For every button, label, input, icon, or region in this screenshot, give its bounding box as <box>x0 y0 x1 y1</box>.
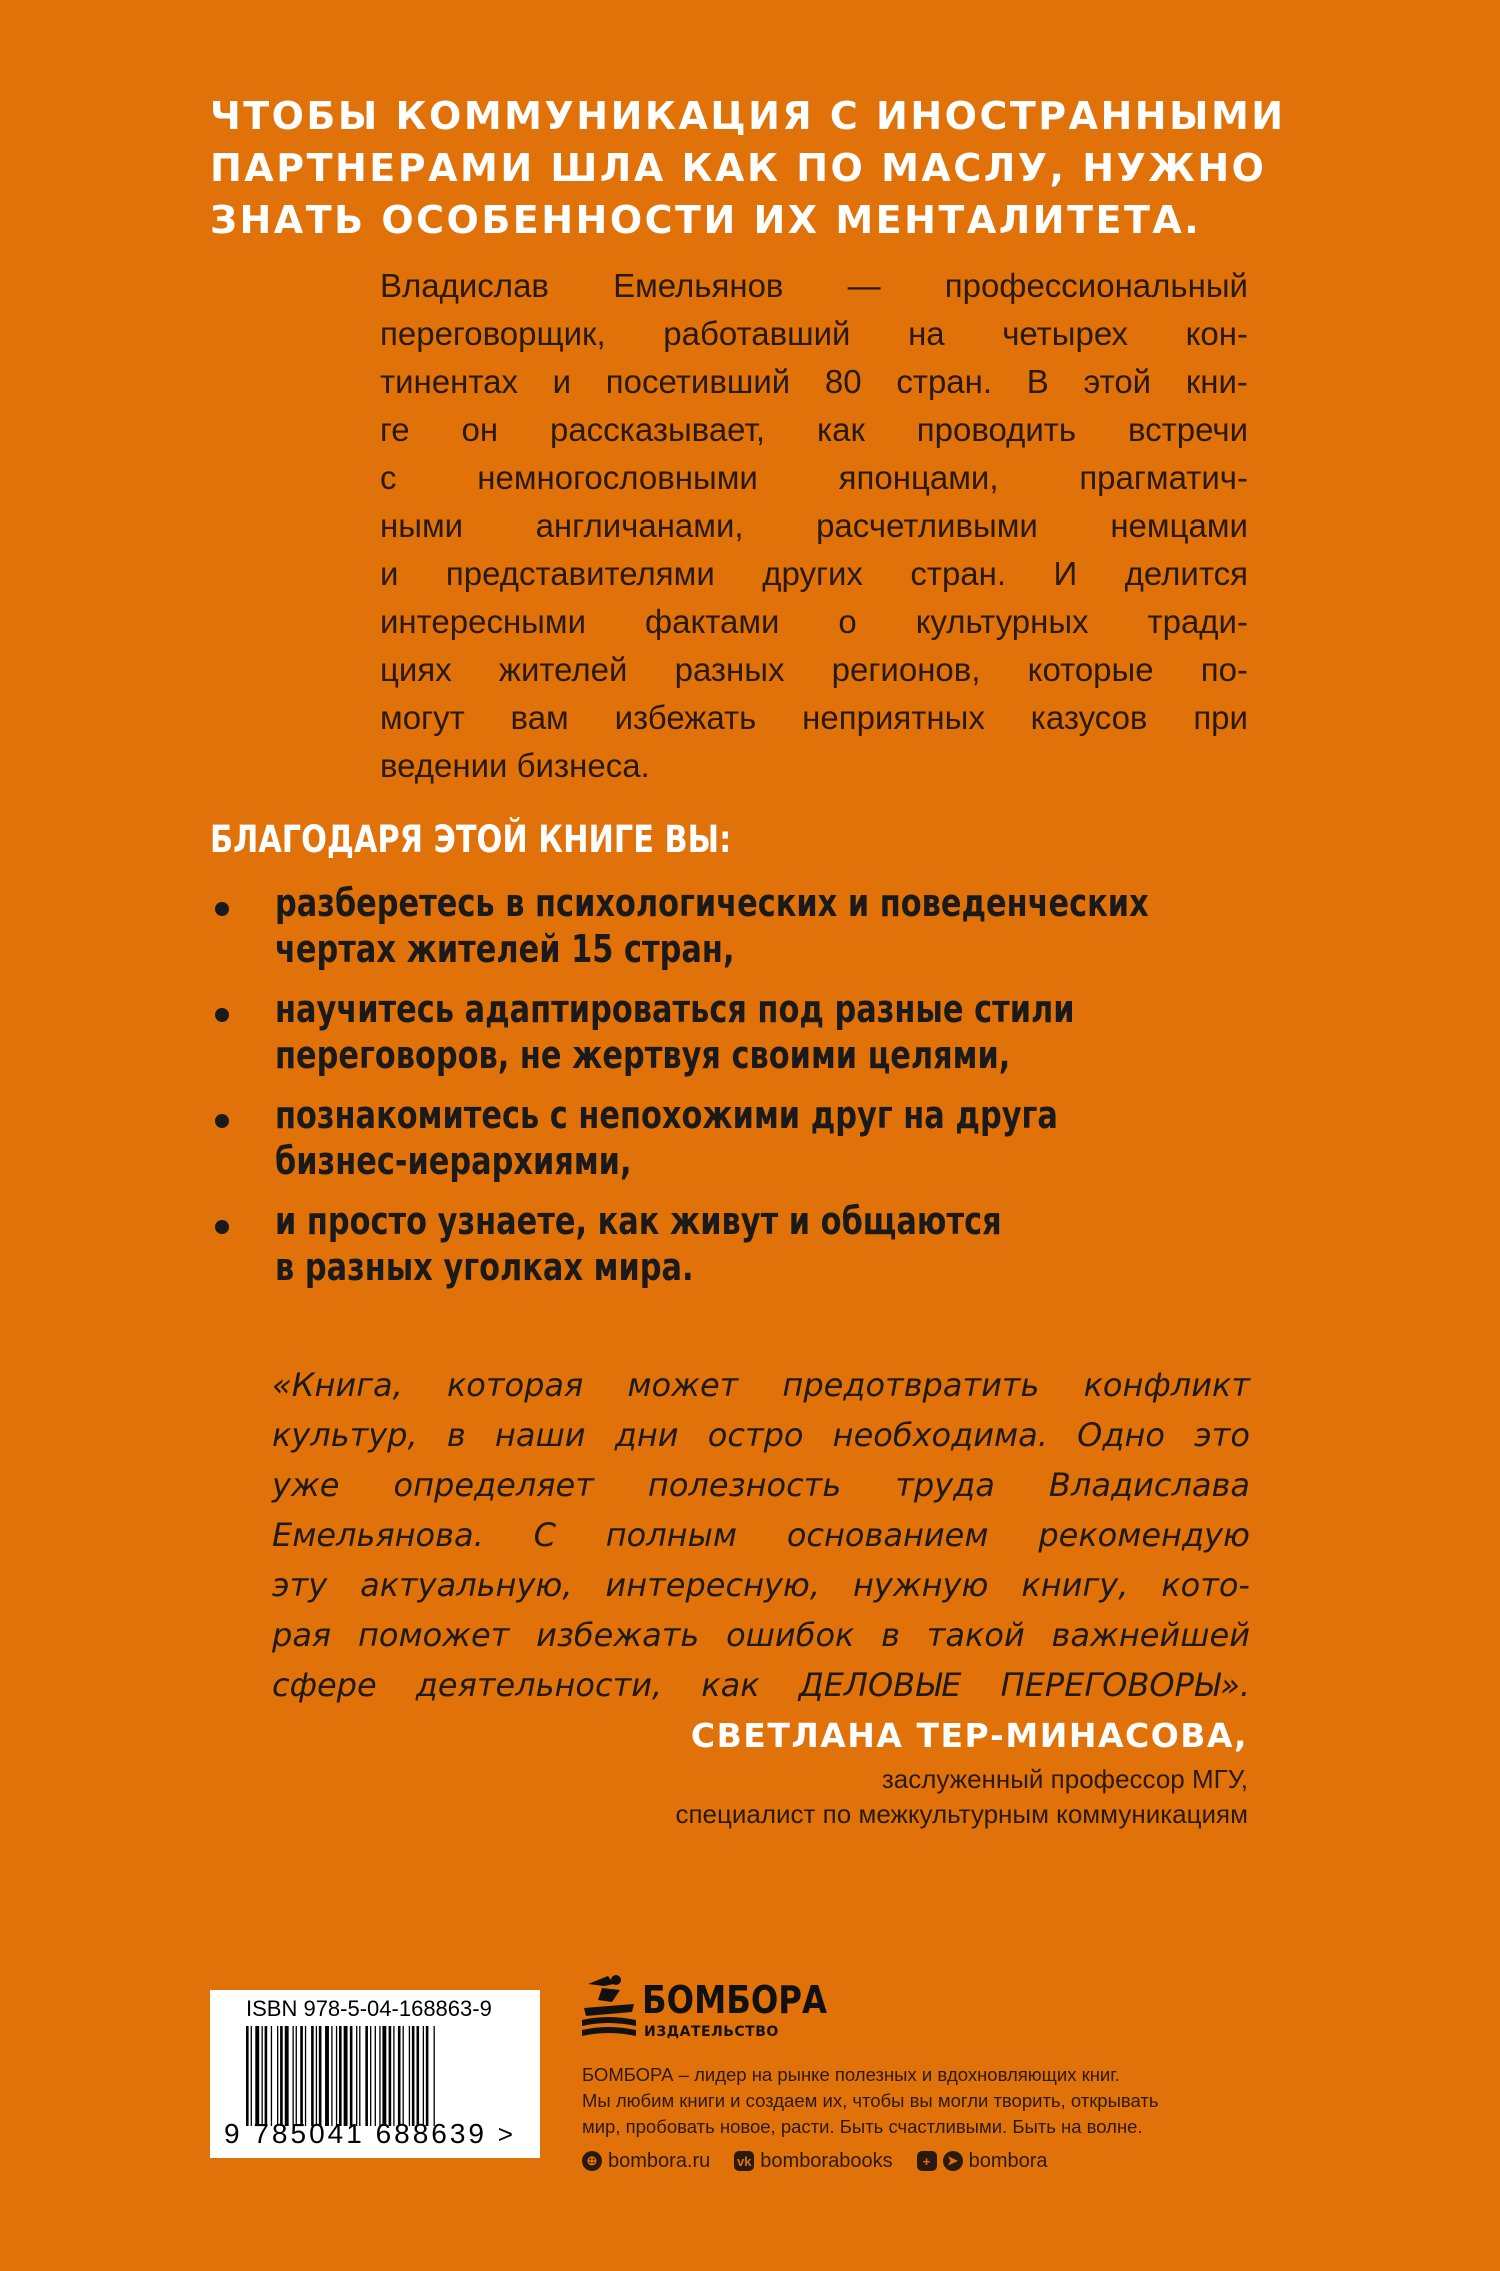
website-link[interactable] <box>582 2150 710 2173</box>
telegram-link-text: bombora <box>968 2149 1048 2172</box>
quote-line: сфере деятельности, как ДЕЛОВЫЕ ПЕРЕГОВОРЫ». <box>272 1666 1250 1704</box>
list-item <box>210 986 1210 1078</box>
publisher-logo <box>580 1972 840 2052</box>
barcode-bars <box>246 2026 518 2126</box>
quote-line: культур, в наши дни остро необходима. Одно это <box>272 1416 1250 1454</box>
bullet-icon <box>215 1114 229 1128</box>
telegram-icon: ➤ <box>943 2151 963 2171</box>
barcode-number: 9 785041 688639 <box>224 2118 487 2149</box>
author-role-line: специалист по межкультурным коммуникациям <box>675 1799 1248 1829</box>
intro-line: интересными фактами о культурных тради- <box>380 603 1248 640</box>
intro-line: циях жителей разных регионов, которые по- <box>380 651 1248 688</box>
quote-line: Емельянова. С полным основанием рекомендую <box>272 1516 1250 1554</box>
intro-line: Владислав Емельянов — профессиональный <box>380 267 1248 304</box>
intro-paragraph <box>380 262 1248 790</box>
vk-icon: vk <box>734 2151 754 2171</box>
bombora-logo-icon <box>580 1972 638 2042</box>
list-item-line: познакомитесь с непохожими друг на друга <box>275 1093 1058 1137</box>
list-item <box>210 880 1210 972</box>
telegram-link[interactable] <box>917 2150 1048 2173</box>
list-item-line: чертах жителей 15 стран, <box>275 927 735 971</box>
plus-icon: + <box>917 2151 937 2171</box>
list-item-text <box>275 1092 1058 1184</box>
barcode-arrow: > <box>497 2119 516 2149</box>
website-link-text: bombora.ru <box>608 2149 711 2172</box>
quote-author-role <box>348 1762 1248 1832</box>
list-item-line: бизнес-иерархиями, <box>275 1139 632 1183</box>
bullet-icon <box>215 1220 229 1234</box>
vk-link-text: bomborabooks <box>760 2149 893 2172</box>
headline-line: ЗНАТЬ ОСОБЕННОСТИ ИХ МЕНТАЛИТЕТА. <box>210 198 1202 242</box>
intro-line: ными англичанами, расчетливыми немцами <box>380 507 1248 544</box>
isbn-text: ISBN 978-5-04-168863-9 <box>246 1996 492 2021</box>
publisher-name: БОМБОРА <box>642 1978 827 2022</box>
list-item <box>210 1198 1210 1290</box>
quote-line: «Книга, которая может предотвратить конфликт <box>272 1366 1250 1404</box>
publisher-blurb-line: БОМБОРА – лидер на рынке полезных и вдохновляющих книг. <box>582 2064 1120 2085</box>
globe-icon: ⊕ <box>582 2151 602 2171</box>
publisher-blurb <box>582 2062 1272 2140</box>
list-item <box>210 1092 1210 1184</box>
quote-line: уже определяет полезность труда Владислава <box>272 1466 1250 1504</box>
headline-line: ПАРТНЕРАМИ ШЛА КАК ПО МАСЛУ, НУЖНО <box>210 146 1267 190</box>
author-role-line: заслуженный профессор МГУ, <box>881 1764 1248 1794</box>
intro-line: переговорщик, работавший на четырех кон- <box>380 315 1248 352</box>
list-item-line: научитесь адаптироваться под разные стили <box>275 987 1075 1031</box>
intro-line: тинентах и посетивший 80 стран. В этой кни- <box>380 363 1248 400</box>
review-quote <box>272 1360 1250 1710</box>
list-item-line: и просто узнаете, как живут и общаются <box>275 1199 1002 1243</box>
headline-line: ЧТОБЫ КОММУНИКАЦИЯ С ИНОСТРАННЫМИ <box>210 94 1286 138</box>
publisher-subtitle: ИЗДАТЕЛЬСТВО <box>644 2024 779 2040</box>
intro-line: ведении бизнеса. <box>380 747 650 784</box>
bullet-icon <box>215 1008 229 1022</box>
publisher-blurb-line: Мы любим книги и создаем их, чтобы вы могли творить, открывать <box>582 2090 1159 2111</box>
publisher-blurb-line: мир, пробовать новое, расти. Быть счастливыми. Быть на волне. <box>582 2116 1143 2137</box>
quote-line: эту актуальную, интересную, нужную книгу, кото- <box>272 1566 1250 1604</box>
benefits-title: БЛАГОДАРЯ ЭТОЙ КНИГЕ ВЫ: <box>210 818 732 861</box>
benefits-list <box>210 880 1210 1304</box>
isbn-barcode <box>210 1990 540 2158</box>
list-item-text <box>275 880 1149 972</box>
bullet-icon <box>215 902 229 916</box>
intro-line: с немногословными японцами, прагматич- <box>380 459 1248 496</box>
social-links <box>582 2146 1048 2176</box>
intro-line: ге он рассказывает, как проводить встречи <box>380 411 1248 448</box>
list-item-line: разберетесь в психологических и поведенческих <box>275 881 1149 925</box>
quote-author-name: СВЕТЛАНА ТЕР-МИНАСОВА, <box>690 1716 1248 1755</box>
list-item-line: в разных уголках мира. <box>275 1245 694 1289</box>
list-item-text <box>275 1198 1023 1290</box>
quote-line: рая поможет избежать ошибок в такой важнейшей <box>272 1616 1250 1654</box>
intro-line: и представителями других стран. И делится <box>380 555 1248 592</box>
headline <box>210 90 1290 246</box>
list-item-line: переговоров, не жертвуя своими целями, <box>275 1033 1011 1077</box>
list-item-text <box>275 986 1075 1078</box>
intro-line: могут вам избежать неприятных казусов при <box>380 699 1248 736</box>
vk-link[interactable] <box>734 2150 892 2173</box>
barcode-digits <box>224 2118 516 2150</box>
